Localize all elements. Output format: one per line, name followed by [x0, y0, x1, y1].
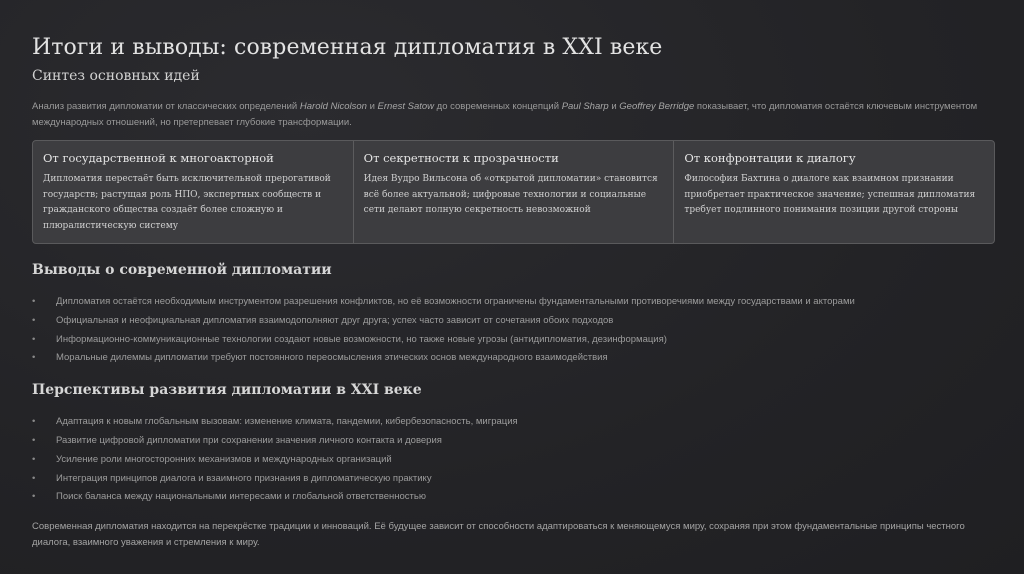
list-item-text: Поиск баланса между национальными интересами и глобальной ответственностью: [56, 491, 426, 503]
author-name: Ernest Satow: [377, 101, 435, 112]
list-item: [32, 470, 994, 489]
card-title: От государственной к многоакторной: [43, 151, 274, 165]
bullet-icon: •: [32, 434, 36, 446]
list-item-text: Дипломатия остаётся необходимым инструментом разрешения конфликтов, но её возможности ограничены фундаментальными противоречиями между государствами и акторами: [56, 296, 855, 307]
card-dialogue: [674, 141, 994, 243]
list-item-text: Адаптация к новым глобальным вызовам: изменение климата, пандемии, кибербезопасность, миграция: [56, 416, 518, 428]
conclusions-list: [32, 293, 994, 368]
closing-paragraph: Современная дипломатия находится на перекрёстке традиции и инноваций. Её будущее зависит от способности адаптироваться к меняющемуся миру, сохраняя при этом фундаментальные принципы честного диалога, взаимного уважения и стремления к миру.: [32, 521, 965, 549]
card-title: От секретности к прозрачности: [363, 151, 559, 165]
perspectives-list: [32, 413, 994, 507]
bullet-icon: •: [32, 453, 36, 465]
page-title: Итоги и выводы: современная дипломатия в XXI веке: [32, 35, 663, 60]
bullet-icon: •: [32, 472, 36, 484]
card-body: Философия Бахтина о диалоге как взаимном признании приобретает практическое значение; успешная дипломатия требует подлинного понимания позиции другой стороны: [684, 174, 976, 215]
bullet-icon: •: [32, 296, 36, 307]
card-transparency: [354, 141, 675, 243]
bullet-icon: •: [32, 333, 36, 345]
transformation-cards: [32, 140, 995, 244]
conclusions-heading: Выводы о современной дипломатии: [32, 262, 332, 278]
intro-text: Анализ развития дипломатии от классических определений: [32, 101, 300, 112]
author-name: Geoffrey Berridge: [619, 101, 695, 112]
intro-text: и: [366, 101, 378, 112]
list-item-text: Интеграция принципов диалога и взаимного признания в дипломатическую практику: [56, 472, 432, 484]
intro-text: показывает, что дипломатия остаётся ключевым инструментом международных отношений, но претерпевает глубокие трансформации.: [32, 101, 978, 128]
list-item: [32, 312, 994, 331]
list-item: [32, 349, 994, 368]
list-item-text: Официальная и неофициальная дипломатия взаимодополняют друг друга; успех часто зависит от сочетания обоих подходов: [56, 314, 614, 326]
card-body: Идея Вудро Вильсона об «открытой дипломатии» становится всё более актуальной; цифровые технологии и социальные сети делают полную секретность невозможной: [363, 174, 658, 215]
list-item: [32, 293, 994, 312]
list-item: [32, 432, 994, 451]
bullet-icon: •: [32, 416, 36, 428]
page-subtitle: Синтез основных идей: [32, 68, 200, 84]
bullet-icon: •: [32, 352, 36, 364]
list-item-text: Усиление роли многосторонних механизмов и международных организаций: [56, 453, 392, 465]
intro-text: до современных концепций: [434, 101, 562, 112]
bullet-icon: •: [32, 491, 36, 503]
list-item-text: Моральные дилеммы дипломатии требуют постоянного переосмысления этических основ международного взаимодействия: [56, 352, 608, 364]
list-item: [32, 451, 994, 470]
list-item-text: Информационно-коммуникационные технологии создают новые возможности, но также новые угрозы (антидипломатия, дезинформация): [56, 333, 667, 345]
card-multi-actor: [33, 141, 354, 243]
bullet-icon: •: [32, 314, 36, 326]
card-title: От конфронтации к диалогу: [684, 151, 856, 165]
card-body: Дипломатия перестаёт быть исключительной прерогативой государств; растущая роль НПО, экспертных сообществ и гражданского общества создаёт более сложную и плюралистическую систему: [43, 174, 331, 231]
list-item: [32, 488, 994, 507]
intro-text: и: [608, 101, 620, 112]
intro-paragraph: [32, 99, 982, 131]
list-item-text: Развитие цифровой дипломатии при сохранении значения личного контакта и доверия: [56, 434, 442, 446]
list-item: [32, 331, 994, 350]
author-name: Paul Sharp: [561, 101, 609, 112]
slide: [32, 34, 994, 551]
perspectives-heading: Перспективы развития дипломатии в XXI веке: [32, 382, 422, 399]
list-item: [32, 413, 994, 432]
author-name: Harold Nicolson: [299, 101, 367, 112]
